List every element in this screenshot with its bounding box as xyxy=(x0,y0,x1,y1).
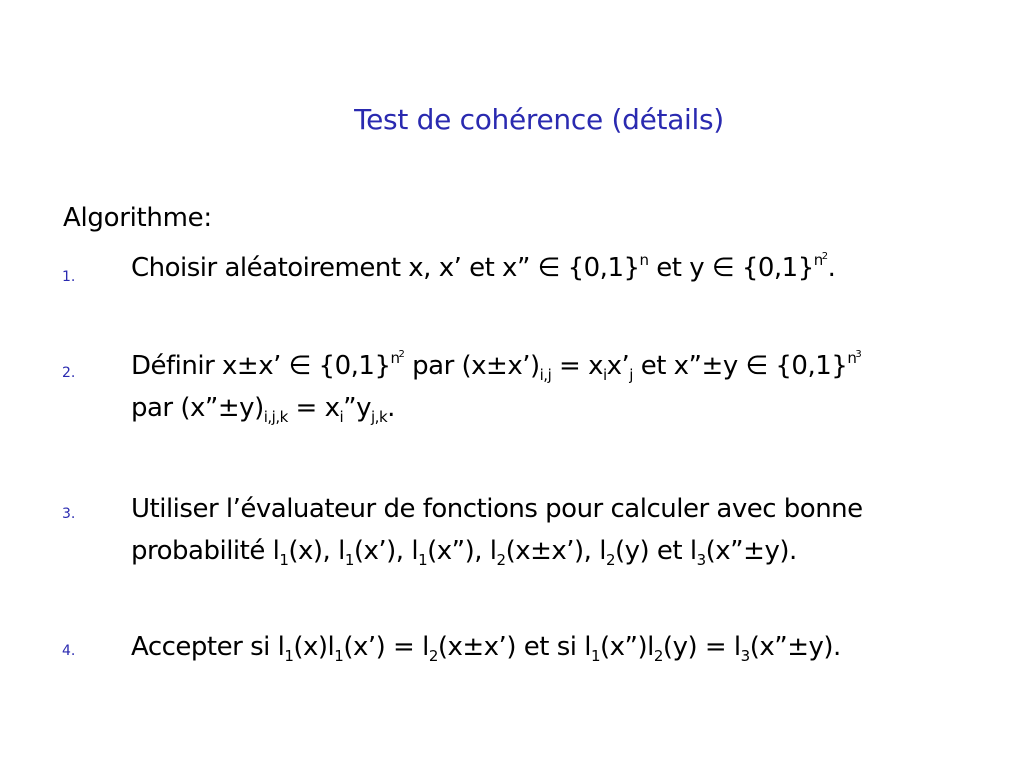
list-number: 3. xyxy=(62,506,76,522)
list-text: Choisir aléatoirement x, x’ et x” ∈ $\{0,1\}^n$ et y ∈ $\{0,1\}^{n2}$. xyxy=(131,251,836,283)
list-number: 4. xyxy=(62,643,76,659)
list-text: Accepter si $l_1(x)l_1(x’)$ = $l_2(x\pm x’)$ et si $l_1(x”)l_2(y)$ = $l_3(x”\pm y)$. xyxy=(131,632,841,665)
list-text: Utiliser l’évaluateur de fonctions pour calculer avec bonne probabilité $l_1(x)$, $l_1(x’)$, $l_1(x”)$, $l_2(x\pm x’)$, $l_2(y)$ et $l_3(x”\pm y)$. xyxy=(131,494,863,569)
list-text: Définir x±x’ ∈ $\{0,1\}^{n2}$ par $(x\pm x’)_{i,j}$ = $x_ix’_j$ et x”±y ∈ $\{0,1\}^{n3}$ par $(x”\pm y)_{i,j,k}$ = $x_i”y_{j,k}$. xyxy=(131,349,862,426)
slide-title: Test de cohérence (détails) xyxy=(354,103,724,136)
algorithm-label: Algorithme: xyxy=(63,203,212,233)
list-number: 2. xyxy=(62,365,76,381)
list-number: 1. xyxy=(62,269,76,285)
